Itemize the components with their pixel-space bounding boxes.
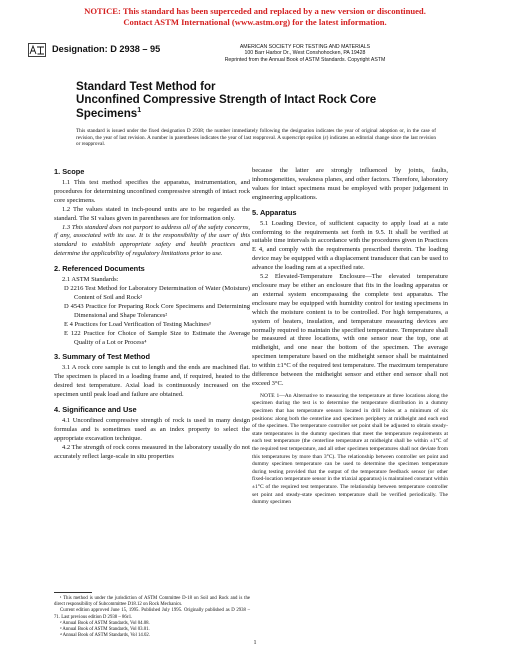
superseded-notice	[0, 6, 510, 27]
note: NOTE 1—An Alternative to measuring the temperature at three locations along the specimen during the test is to determine the temperature distribution in a dummy specimen that has temperature sensors located in drill holes at a minimum of six positions: along both the centerline and specimen periphery at midheight and each end of the specimen. The temperature controller set point shall be adjusted to obtain steady-state temperatures in the dummy specimen that meet the temperature requirements at each test temperature (the centerline temperature at midheight shall be within ±1°C of the required test temperature, and all other specimen temperatures shall not deviate from this temperatures by more than 3°C). The relationship between controller set point and dummy specimen temperature can be used to determine the specimen temperature during testing provided that the output of the temperature feedback sensor (or other fixed-location temperature sensor in the triaxial apparatus) is maintained constant within ±1°C of the required test temperature. The relationship between temperature controller set point and steady-state specimen temperature shall be verified periodically. The dummy specimen	[252, 392, 448, 506]
paragraph: 4.2 The strength of rock cores measured in the laboratory usually do not accurately reflect large-scale in situ properties	[54, 443, 250, 460]
society-block	[190, 44, 420, 63]
reference-item: E 122 Practice for Choice of Sample Size to Estimate the Average Quality of a Lot or Process⁴	[64, 329, 250, 346]
footnote: ² Annual Book of ASTM Standards, Vol 04.08.	[60, 620, 150, 626]
footnote: ³ Annual Book of ASTM Standards, Vol 03.01.	[60, 627, 150, 633]
page-number: 1	[253, 640, 257, 646]
footnote: ¹ This method is under the jurisdiction of ASTM Committee D-18 on Soil and Rock and is the direct responsibility of Subcommittee D18.12 on Rock Mechanics.	[54, 596, 250, 608]
title-footnote-mark: 1	[137, 106, 142, 114]
society-name: AMERICAN SOCIETY FOR TESTING AND MATERIALS	[239, 44, 371, 50]
left-column	[54, 167, 250, 462]
reference-item: D 4543 Practice for Preparing Rock Core Specimens and Determining Dimensional and Shape Tolerances²	[64, 302, 250, 319]
issuance-statement: This standard is issued under the fixed designation D 2938; the number immediately following the designation indicates the year of original adoption or, in the case of revision, the year of last revision. A number in parentheses indicates the year of last reapproval. A superscript epsilon (ε) indicates an editorial change since the last revision or reapproval.	[76, 128, 436, 148]
title-line-3-text: Specimens	[76, 106, 138, 120]
footnotes	[54, 596, 250, 639]
section-heading: 3. Summary of Test Method	[54, 352, 150, 362]
paragraph: 4.1 Unconfined compressive strength of rock is used in many design formulas and is sometimes used as an index property to select the appropriate excavation technique.	[54, 417, 250, 442]
paragraph: 2.1 ASTM Standards:	[62, 276, 119, 284]
paragraph: 3.1 A rock core sample is cut to length and the ends are machined flat. The specimen is placed in a loading frame and, if required, heated to the desired test temperature. Axial load is continuously increased on the specimen until peak load and failure are obtained.	[54, 364, 250, 399]
reference-item: E 4 Practices for Load Verification of Testing Machines³	[64, 320, 211, 328]
title-line-2: Unconfined Compressive Strength of Intact Rock Core	[76, 93, 377, 107]
footnote-rule	[54, 592, 92, 593]
notice-line-2: Contact ASTM International (www.astm.org) for the latest information.	[123, 16, 387, 27]
society-reprint: Reprinted from the Annual Book of ASTM Standards. Copyright ASTM	[224, 56, 386, 63]
document-title	[76, 80, 436, 120]
section-heading: 2. Referenced Documents	[54, 264, 145, 274]
notice-line-1: NOTICE: This standard has been superceded and replaced by a new version or discontinued.	[84, 6, 426, 16]
reference-item: D 2216 Test Method for Laboratory Determination of Water (Moisture) Content of Soil and Rock²	[64, 285, 250, 301]
footnote: Current edition approved June 15, 1995. Published July 1995. Originally published as D 2938 – 71. Last previous edition D 2938 – 86ε1.	[54, 608, 250, 620]
designation: Designation: D 2938 – 95	[52, 44, 161, 54]
right-column	[252, 167, 448, 507]
title-line-3	[76, 107, 436, 120]
society-address: 100 Barr Harbor Dr., West Conshohocken, PA 19428	[244, 50, 366, 57]
section-heading: 4. Significance and Use	[54, 405, 137, 415]
footnote: ⁴ Annual Book of ASTM Standards, Vol 14.02.	[60, 633, 150, 639]
paragraph: 1.3 This standard does not purport to address all of the safety concerns, if any, associated with its use. It is the responsibility of the user of this standard to establish appropriate safety and health practices and determine the applicability of regulatory limitations prior to use.	[54, 223, 250, 258]
paragraph: 1.2 The values stated in inch-pound units are to be regarded as the standard. The SI values given in parentheses are for information only.	[54, 205, 250, 222]
paragraph: 5.1 Loading Device, of sufficient capacity to apply load at a rate conforming to the requirements set forth in 9.5. It shall be verified at suitable time intervals in accordance with the procedures given in Practices E 4, and comply with the requirements prescribed therein. The loading device may be equipped with a displacement transducer that can be used to advance the loading ram at a specified rate.	[252, 219, 448, 272]
paragraph: 1.1 This test method specifies the apparatus, instrumentation, and procedures for determining unconfined compressive strength of intact rock core specimens.	[54, 179, 250, 204]
section-heading: 1. Scope	[54, 167, 85, 176]
astm-logo-icon	[28, 43, 46, 57]
paragraph: because the latter are strongly influenced by joints, faults, inhomogeneities, weakness planes, and other factors. Therefore, laboratory values for intact specimens must be employed with proper judgement in engineering applications.	[252, 167, 448, 201]
section-heading: 5. Apparatus	[252, 207, 297, 217]
title-line-1: Standard Test Method for	[76, 80, 216, 93]
paragraph: 5.2 Elevated-Temperature Enclosure—The elevated temperature enclosure may be either an enclosure that fits in the loading apparatus or an external system encompassing the complete test apparatus. The enclosure may be equipped with humidity control for testing specimens in which the moisture content is to be controlled. For high temperatures, a system of heaters, insulation, and temperature measuring devices are normally required to maintain the specified temperature. Temperature shall be measured at three locations, with one sensor near the top, one at midheight, and one near the bottom of the specimen. The average specimen temperature based on the midheight sensor shall be maintained to within ±1°C of the required test temperature. The maximum temperature difference between the midheight sensor and either end sensor shall not exceed 3°C.	[252, 273, 448, 387]
